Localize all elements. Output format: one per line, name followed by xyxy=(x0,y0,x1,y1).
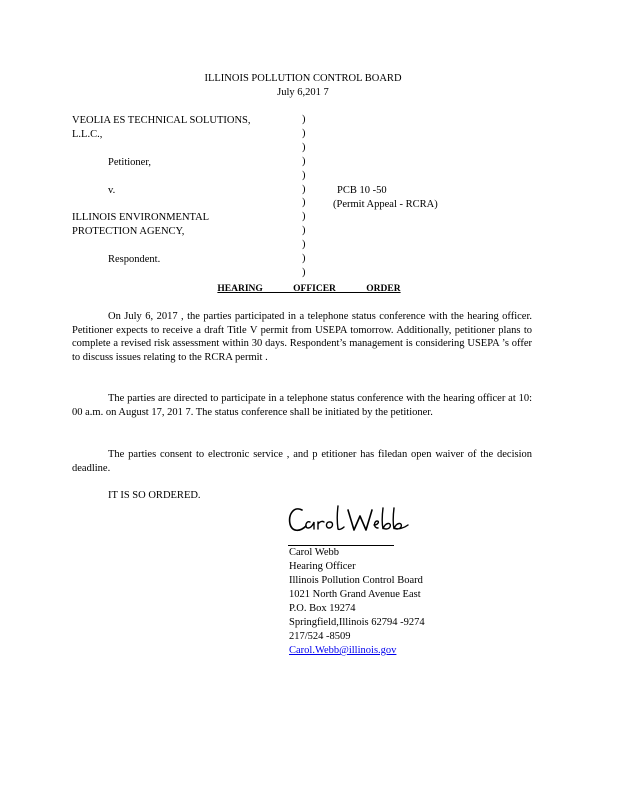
signer-title: Hearing Officer xyxy=(289,561,356,572)
email-link[interactable]: Carol.Webb@illinois.gov xyxy=(289,645,397,656)
respondent-name-line1: ILLINOIS ENVIRONMENTAL xyxy=(72,212,210,223)
case-type: (Permit Appeal - RCRA) xyxy=(333,199,438,210)
respondent-label: Respondent. xyxy=(108,254,161,265)
address-line3: Springfield,Illinois 62794 -9274 xyxy=(289,617,425,628)
paragraph-1 xyxy=(72,310,532,364)
paragraph-2-text: The parties are directed to participate in a telephone status conference with the hearing officer at 10: 00 a.m. on August 17, 201 7. The status conference shall be initiated by the petitioner. xyxy=(72,393,532,418)
respondent-name-line2: PROTECTION AGENCY, xyxy=(72,226,185,237)
board-name: ILLINOIS POLLUTION CONTROL BOARD xyxy=(204,73,402,84)
order-title: HEARING OFFICER ORDER xyxy=(217,284,401,294)
order-date: July 6,201 7 xyxy=(277,87,329,98)
paragraph-2 xyxy=(72,392,532,419)
signer-org: Illinois Pollution Control Board xyxy=(289,575,423,586)
handwritten-signature-icon xyxy=(286,500,416,540)
case-number: PCB 10 -50 xyxy=(337,185,387,196)
address-line2: P.O. Box 19274 xyxy=(289,603,356,614)
caption-parentheses: ) ) ) ) ) ) ) ) ) ) ) ) xyxy=(302,114,306,278)
phone-number: 217/524 -8509 xyxy=(289,631,351,642)
it-is-so-ordered: IT IS SO ORDERED. xyxy=(108,490,201,501)
petitioner-label: Petitioner, xyxy=(108,157,152,168)
paragraph-1-text: On July 6, 2017 , the parties participated in a telephone status conference with the hearing officer. Petitioner expects to receive a draft Title V permit from USEPA tomorrow. Additionally, petitioner plans to complete a revised risk assessment within 30 days. Respondent’s management is considering USEPA ’s offer to discuss issues relating to the RCRA permit . xyxy=(72,311,532,363)
petitioner-name-line2: L.L.C., xyxy=(72,129,103,140)
address-line1: 1021 North Grand Avenue East xyxy=(289,589,421,600)
petitioner-name-line1: VEOLIA ES TECHNICAL SOLUTIONS, xyxy=(72,115,251,126)
paragraph-3 xyxy=(72,448,532,475)
signer-name: Carol Webb xyxy=(289,547,339,558)
versus: v. xyxy=(108,185,116,196)
paragraph-3-text: The parties consent to electronic service , and p etitioner has filedan open waiver of the decision deadline. xyxy=(72,449,532,474)
